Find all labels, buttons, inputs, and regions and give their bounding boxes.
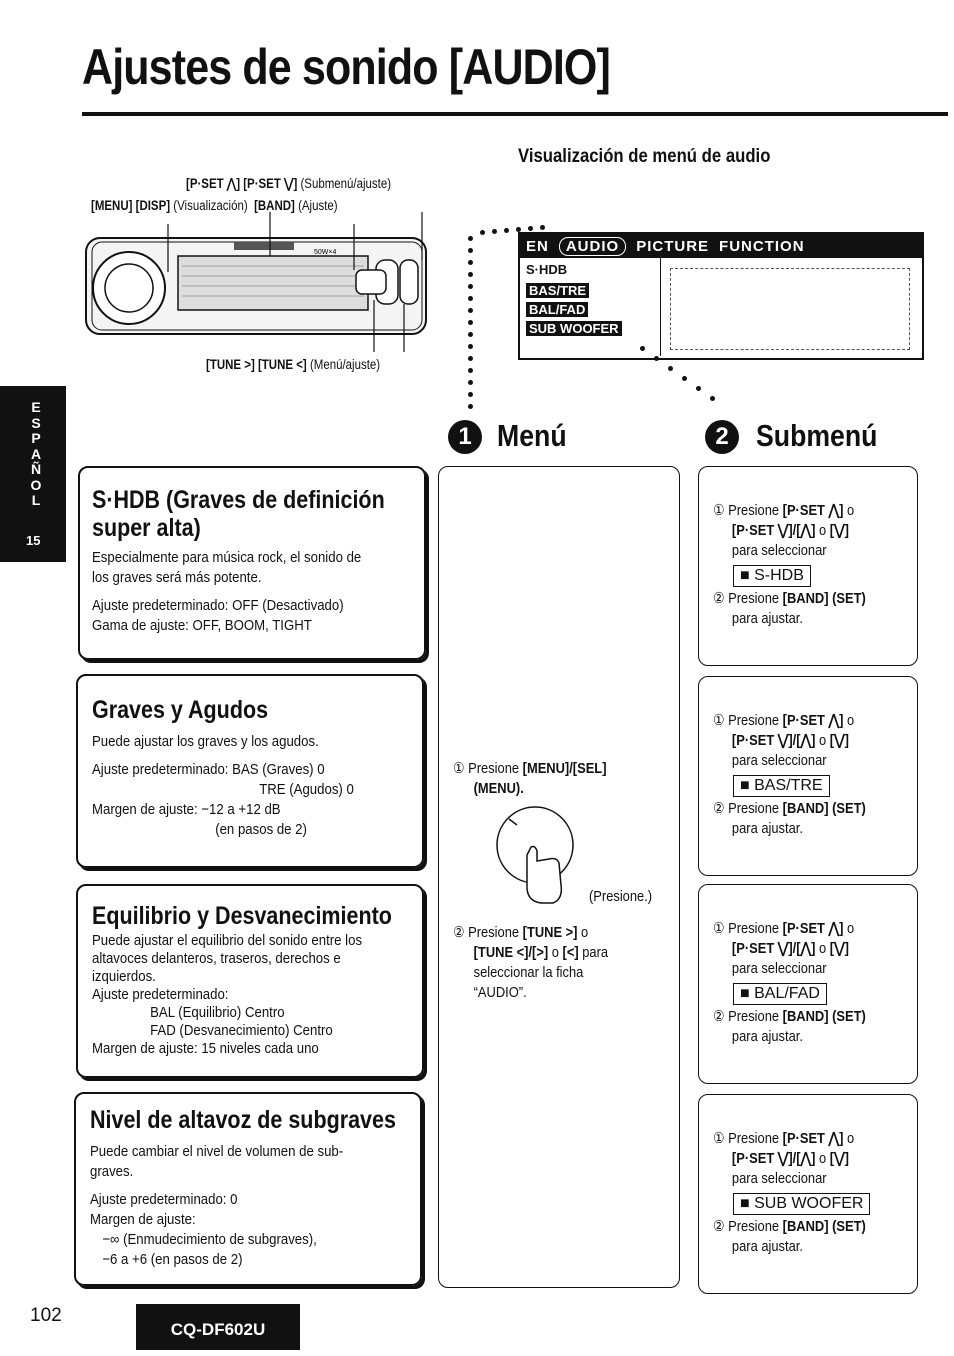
connector-dot (480, 230, 485, 235)
connector-dot (468, 380, 473, 385)
screen-preview-area (670, 268, 910, 350)
section-title: Nivel de altavoz de subgraves (90, 1106, 396, 1134)
side-letter: Ñ (30, 461, 42, 477)
section-text: Ajuste predeterminado: (92, 986, 229, 1003)
section-text: −6 a +6 (en pasos de 2) (102, 1251, 243, 1268)
page-number: 102 (30, 1305, 62, 1326)
connector-dot (468, 392, 473, 397)
tab-audio: AUDIO (559, 237, 626, 256)
submenu-step-text: ① Presione [P·SET ⋀] o [P·SET ⋁]/[⋀] o [⋁] para seleccionar (713, 920, 855, 977)
section-text: Puede ajustar los graves y los agudos. (92, 733, 319, 750)
section-text: Puede cambiar el nivel de volumen de sub- (90, 1143, 344, 1160)
section-text: Ajuste predeterminado: OFF (Desactivado) (92, 597, 344, 614)
section-text: BAL (Equilibrio) Centro (150, 1004, 285, 1021)
connector-dot (468, 308, 473, 313)
section-number: 15 (26, 533, 41, 548)
model-badge: CQ-DF602U (136, 1304, 300, 1350)
submenu-step-text: ① Presione [P·SET ⋀] o [P·SET ⋁]/[⋀] o [⋁] para seleccionar (713, 712, 855, 769)
section-text: Puede ajustar el equilibrio del sonido entre los (92, 932, 363, 949)
title-rule (82, 112, 948, 116)
submenu-step-box (698, 466, 918, 666)
connector-dot (540, 225, 545, 230)
section-title: Equilibrio y Desvanecimiento (92, 902, 392, 930)
screen-item: S·HDB (526, 262, 568, 277)
section-text: izquierdos. (92, 968, 156, 985)
audio-menu-screen (518, 232, 924, 360)
connector-dot (468, 284, 473, 289)
unit-display (178, 256, 368, 310)
screen-item-list (520, 258, 661, 356)
connector-dot (504, 228, 509, 233)
menu-step-2: ② Presione [TUNE >] o [TUNE <]/[>] o [<] para seleccionar la ficha “AUDIO”. (453, 924, 609, 1001)
submenu-step-box (698, 884, 918, 1084)
submenu-step-text-2: ② Presione [BAND] (SET) para ajustar. (713, 1008, 866, 1045)
screen-item: SUB WOOFER (526, 321, 622, 336)
head-unit-illustration (84, 212, 434, 352)
submenu-step-text-2: ② Presione [BAND] (SET) para ajustar. (713, 590, 866, 627)
menu-display-title: Visualización de menú de audio (518, 146, 771, 167)
connector-dot (668, 366, 673, 371)
tab-picture: PICTURE (636, 237, 710, 255)
section-text: altavoces delanteros, traseros, derechos e (92, 950, 341, 967)
connector-dot (682, 376, 687, 381)
section-subgraves (74, 1092, 422, 1286)
connector-dot (528, 226, 533, 231)
connector-dot (710, 396, 715, 401)
press-knob-icon (487, 805, 583, 915)
menu-disp-band-label: [MENU] [DISP] (Visualización) [BAND] (Ajuste) (91, 198, 338, 213)
submenu-step-text: ① Presione [P·SET ⋀] o [P·SET ⋁]/[⋀] o [⋁] para seleccionar (713, 502, 855, 559)
section-text: Especialmente para música rock, el sonido de (92, 549, 362, 566)
side-letter: L (31, 492, 41, 508)
submenu-step-box (698, 1094, 918, 1294)
tab-en: EN (526, 237, 549, 255)
section-text: Ajuste predeterminado: 0 (90, 1191, 238, 1208)
section-equilibrio (76, 884, 424, 1078)
menu-step-1: ① Presione [MENU]/[SEL] (MENU). (453, 760, 607, 797)
side-letter: S (31, 414, 41, 431)
connector-dot (468, 260, 473, 265)
unit-power-text: 50W×4 (314, 249, 337, 256)
connector-dot (492, 229, 497, 234)
section-shdb (78, 466, 426, 660)
press-note: (Presione.) (589, 888, 653, 905)
language-side-tab (0, 386, 66, 562)
connector-dot (468, 320, 473, 325)
section-text: Ajuste predeterminado: BAS (Graves) 0 (92, 761, 325, 778)
side-letter: E (31, 399, 41, 415)
submenu-item-selector: ■ BAS/TRE (733, 775, 830, 797)
connector-dot (468, 344, 473, 349)
menu-heading: Menú (497, 418, 567, 453)
side-letter: P (31, 430, 41, 446)
screen-item: BAS/TRE (526, 283, 589, 298)
section-text: Margen de ajuste: −12 a +12 dB (92, 801, 281, 818)
section-text: graves. (90, 1163, 134, 1180)
submenu-step-text: ① Presione [P·SET ⋀] o [P·SET ⋁]/[⋀] o [⋁] para seleccionar (713, 1130, 855, 1187)
connector-dot (468, 332, 473, 337)
section-text: Margen de ajuste: (90, 1211, 196, 1228)
section-text: Gama de ajuste: OFF, BOOM, TIGHT (92, 617, 312, 634)
section-text: los graves será más potente. (92, 569, 262, 586)
submenu-item-selector: ■ SUB WOOFER (733, 1193, 870, 1215)
submenu-item-selector: ■ BAL/FAD (733, 983, 827, 1005)
screen-tab-bar (520, 234, 922, 258)
section-title: Graves y Agudos (92, 696, 269, 724)
tune-keys-label: [TUNE >] [TUNE <] (Menú/ajuste) (206, 357, 381, 372)
submenu-step-text-2: ② Presione [BAND] (SET) para ajustar. (713, 1218, 866, 1255)
connector-dot (468, 248, 473, 253)
pset-keys-label: [P·SET ⋀] [P·SET ⋁] (Submenú/ajuste) (186, 176, 392, 191)
section-text: Margen de ajuste: 15 niveles cada uno (92, 1040, 319, 1057)
menu-steps-panel (438, 466, 680, 1288)
connector-dot (654, 356, 659, 361)
section-text: TRE (Agudos) 0 (259, 781, 354, 798)
connector-dot (468, 356, 473, 361)
connector-dot (468, 404, 473, 409)
section-text: (en pasos de 2) (215, 821, 307, 838)
side-letter: A (30, 445, 42, 462)
side-tab-letters (30, 400, 42, 509)
screen-item: BAL/FAD (526, 302, 588, 317)
connector-dot (468, 296, 473, 301)
connector-dot (468, 368, 473, 373)
connector-dot (696, 386, 701, 391)
connector-dot (468, 236, 473, 241)
section-text: FAD (Desvanecimiento) Centro (150, 1022, 333, 1039)
section-text: −∞ (Enmudecimiento de subgraves), (102, 1231, 317, 1248)
section-title: S·HDB (Graves de definición (92, 486, 385, 514)
connector-dot (640, 346, 645, 351)
page-title: Ajustes de sonido [AUDIO] (82, 39, 610, 95)
step-2-icon: 2 (705, 420, 739, 454)
side-letter: O (30, 476, 42, 493)
submenu-step-text-2: ② Presione [BAND] (SET) para ajustar. (713, 800, 866, 837)
section-title: super alta) (92, 514, 201, 542)
submenu-step-box (698, 676, 918, 876)
submenu-heading: Submenú (756, 418, 878, 453)
step-1-icon: 1 (448, 420, 482, 454)
submenu-item-selector: ■ S-HDB (733, 565, 811, 587)
tab-function: FUNCTION (719, 237, 805, 255)
connector-dot (468, 272, 473, 277)
section-graves-agudos (76, 674, 424, 868)
